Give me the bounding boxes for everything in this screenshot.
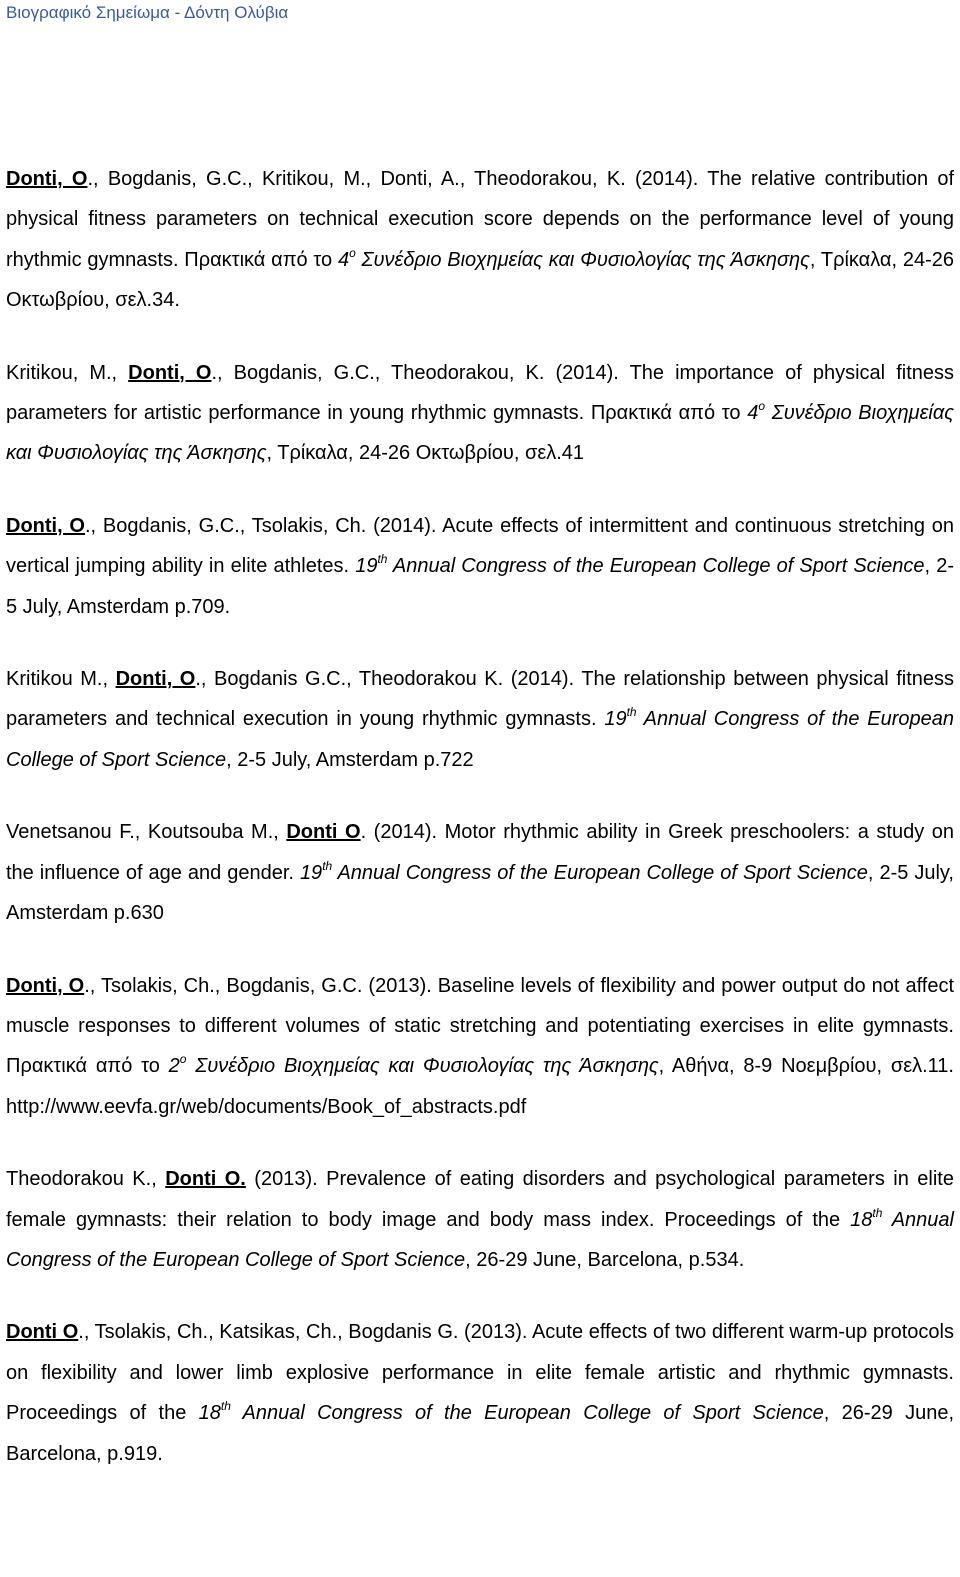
venue-ordinal: 4 <box>747 402 759 425</box>
ordinal-suffix: th <box>626 705 637 720</box>
venue-ordinal: 19 <box>355 555 378 578</box>
citation-body: (2013). Prevalence of eating disorders and psychological parameters in elite female gymnasts: their relation to body image and body mass index. <box>6 1168 954 1231</box>
venue-details: , 26-29 June, Barcelona, p.534. <box>465 1248 745 1271</box>
venue-prefix: Proceedings of the <box>664 1208 851 1231</box>
citation-body: ., Bogdanis, G.C., Kritikou, M., Donti, A., Theodorakou, K. (2014). The relative contribution of physical fitness parameters on technical execution score depends on the performance level of young rhythmic gymnasts. <box>6 168 954 271</box>
venue-title: Annual Congress of the European College of Sport Science <box>387 555 925 578</box>
ordinal-suffix: th <box>377 552 388 567</box>
citation-body: ., Bogdanis, G.C., Tsolakis, Ch. (2014). Acute effects of intermittent and continuous stretching on vertical jumping ability in elite athletes. <box>6 514 955 578</box>
header-title: Βιογραφικό Σημείωμα - Δόντη Ολύβια <box>6 3 289 22</box>
highlighted-author: Donti O <box>6 1321 79 1344</box>
ordinal-suffix: th <box>220 1399 231 1414</box>
publication-entry <box>6 159 954 321</box>
venue-prefix: Πρακτικά από το <box>184 248 338 271</box>
venue-ordinal: 4 <box>337 248 350 271</box>
publication-entry <box>6 1312 954 1474</box>
venue-details: , 2-5 July, Amsterdam p.630 <box>6 861 954 925</box>
venue-title: Συνέδριο Βιοχημείας και Φυσιολογίας της Άσκησης <box>6 402 954 465</box>
venue-title: Annual Congress of the European College of Sport Science <box>6 708 954 771</box>
highlighted-author: Donti, O <box>6 168 88 190</box>
venue-prefix: Proceedings of the <box>6 1402 199 1425</box>
publication-entry <box>6 966 954 1128</box>
venue-prefix: Πρακτικά από το <box>590 402 748 425</box>
publication-entry <box>6 1159 954 1280</box>
ordinal-suffix: ο <box>758 399 766 414</box>
highlighted-author: Donti, O <box>6 514 85 537</box>
venue-title: Annual Congress of the European College of Sport Science <box>332 861 868 884</box>
venue-ordinal: 2 <box>168 1055 180 1078</box>
publication-entry <box>6 812 954 933</box>
venue-details: , Τρίκαλα, 24-26 Οκτωβρίου, σελ.41 <box>266 442 585 465</box>
venue-ordinal: 19 <box>604 708 627 731</box>
citation-body: . (2014). Motor rhythmic ability in Greek preschoolers: a study on the influence of age and gender. <box>6 821 955 884</box>
highlighted-author: Donti O <box>286 821 361 844</box>
venue-details: , Αθήνα, 8-9 Νοεμβρίου, σελ.11. http://www.eevfa.gr/web/documents/Book_of_abstracts.pdf <box>6 1055 954 1118</box>
venue-title: Συνέδριο Βιοχημείας και Φυσιολογίας της Άσκησης <box>186 1055 659 1078</box>
venue-title: Annual Congress of the European College of Sport Science <box>230 1402 824 1425</box>
publication-entry <box>6 659 954 780</box>
venue-title: Annual Congress of the European College of Sport Science <box>6 1208 954 1271</box>
citation-body: ., Tsolakis, Ch., Bogdanis, G.C. (2013). Baseline levels of flexibility and power output do not affect muscle responses to different volumes of static stretching and potentiating exercises in elite gymnasts. <box>6 974 954 1037</box>
highlighted-author: Donti, O <box>115 668 196 691</box>
authors-prefix: Kritikou M., <box>6 668 116 691</box>
highlighted-author: Donti, O <box>128 361 212 384</box>
publication-entry <box>6 506 954 627</box>
highlighted-author: Donti, O <box>6 974 85 997</box>
ordinal-suffix: ο <box>179 1052 187 1067</box>
authors-prefix: Theodorakou K., <box>6 1168 166 1191</box>
publication-list <box>0 159 960 1474</box>
venue-details: , 26-29 June, Barcelona, p.919. <box>6 1402 954 1465</box>
publication-entry <box>6 353 954 474</box>
venue-ordinal: 18 <box>198 1402 221 1425</box>
citation-body: ., Bogdanis, G.C., Theodorakou, K. (2014). The importance of physical fitness parameters for artistic performance in young rhythmic gymnasts. <box>6 361 954 425</box>
citation-body: ., Bogdanis G.C., Theodorakou K. (2014). The relationship between physical fitness parameters and technical execution in young rhythmic gymnasts. <box>6 668 955 731</box>
venue-ordinal: 18 <box>850 1208 873 1231</box>
venue-ordinal: 19 <box>299 861 323 884</box>
citation-body: ., Tsolakis, Ch., Katsikas, Ch., Bogdanis G. (2013). Acute effects of two different warm-up protocols on flexibility and lower limb explosive performance in elite female artistic and rhythmic gymnasts. <box>6 1321 954 1384</box>
ordinal-suffix: th <box>872 1205 883 1220</box>
venue-details: , Τρίκαλα, 24-26 Οκτωβρίου, σελ.34. <box>6 248 954 312</box>
venue-details: , 2-5 July, Amsterdam p.722 <box>226 748 474 771</box>
document-header <box>0 0 960 26</box>
authors-prefix: Venetsanou F., Koutsouba M., <box>6 821 287 844</box>
ordinal-suffix: th <box>322 858 333 873</box>
venue-title: Συνέδριο Βιοχημείας και Φυσιολογίας της Άσκησης <box>355 248 810 271</box>
venue-prefix: Πρακτικά από το <box>6 1055 169 1078</box>
highlighted-author: Donti O. <box>165 1168 246 1191</box>
ordinal-suffix: ο <box>349 245 356 260</box>
venue-details: , 2-5 July, Amsterdam p.709. <box>6 555 954 618</box>
authors-prefix: Kritikou, M., <box>6 361 129 384</box>
